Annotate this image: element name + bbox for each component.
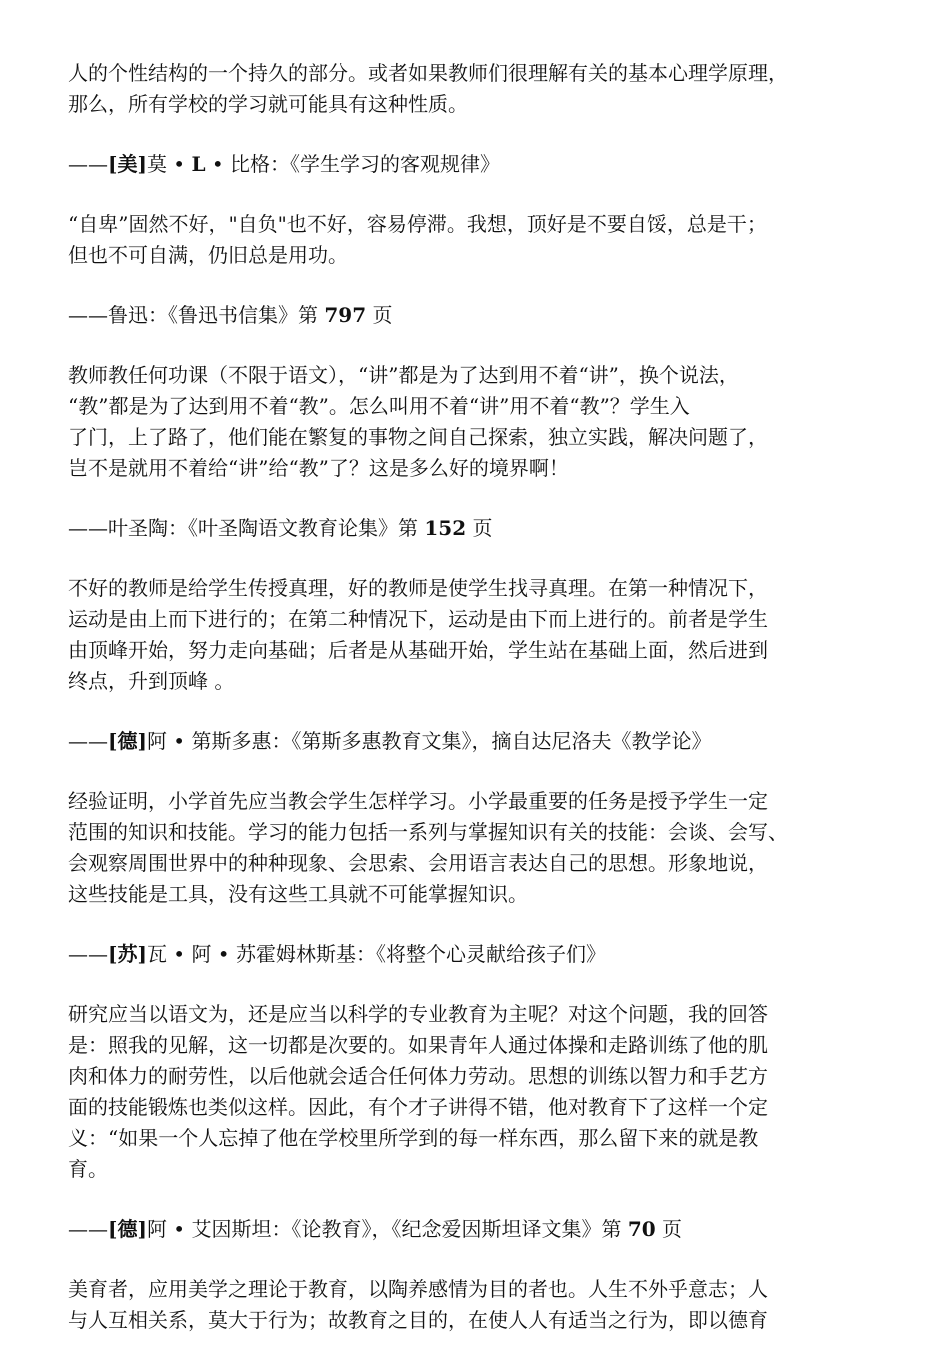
paragraph-line: 是：照我的见解，这一切都是次要的。如果青年人通过体操和走路训练了他的肌 (68, 1033, 768, 1057)
paragraph (68, 786, 860, 910)
spacer (68, 331, 860, 360)
spacer (68, 697, 860, 726)
spacer (68, 544, 860, 573)
paragraph-line: 与人互相关系，莫大于行为；故教育之目的，在使人人有适当之行为，即以德育 (68, 1308, 768, 1332)
paragraph-line: 会观察周围世界中的种种现象、会思索、会用语言表达自己的思想。形象地说， (68, 851, 768, 875)
citation: ——[德]阿 • 第斯多惠：《第斯多惠教育文集》，摘自达尼洛夫《教学论》 (68, 729, 712, 753)
citation: ——叶圣陶：《叶圣陶语文教育论集》第 152 页 (68, 516, 493, 540)
spacer (68, 484, 860, 513)
paragraph-line: 美育者，应用美学之理论于教育，以陶养感情为目的者也。人生不外乎意志；人 (68, 1277, 768, 1301)
spacer (68, 271, 860, 300)
paragraph (68, 1274, 860, 1336)
paragraph-line: 经验证明，小学首先应当教会学生怎样学习。小学最重要的任务是授予学生一定 (68, 789, 768, 813)
paragraph-line: 肉和体力的耐劳性，以后他就会适合任何体力劳动。思想的训练以智力和手艺方 (68, 1064, 768, 1088)
paragraph-line: 育。 (68, 1157, 108, 1181)
document-page (68, 58, 860, 1365)
paragraph-line: 岂不是就用不着给“讲”给“教”了？这是多么好的境界啊！ (68, 456, 569, 480)
paragraph-line: 教师教任何功课（不限于语文），“讲”都是为了达到用不着“讲”，换个说法， (68, 363, 739, 387)
spacer (68, 180, 860, 209)
paragraph-line: 义：“如果一个人忘掉了他在学校里所学到的每一样东西，那么留下来的就是教 (68, 1126, 759, 1150)
paragraph-line: 但也不可自满，仍旧总是用功。 (68, 243, 348, 267)
paragraph-line: 面的技能锻炼也类似这样。因此，有个才子讲得不错，他对教育下了这样一个定 (68, 1095, 768, 1119)
paragraph-line: 了门，上了路了，他们能在繁复的事物之间自己探索，独立实践，解决问题了， (68, 425, 768, 449)
paragraph (68, 360, 860, 484)
citation: ——[美]莫 • L • 比格：《学生学习的客观规律》 (68, 152, 501, 176)
paragraph (68, 209, 860, 271)
paragraph (68, 999, 860, 1185)
paragraph-line: 不好的教师是给学生传授真理，好的教师是使学生找寻真理。在第一种情况下， (68, 576, 768, 600)
paragraph-line: “自卑”固然不好，"自负"也不好，容易停滞。我想，顶好是不要自馁，总是干； (68, 212, 767, 236)
spacer (68, 970, 860, 999)
spacer (68, 910, 860, 939)
spacer (68, 120, 860, 149)
citation: ——[德]阿 • 艾因斯坦：《论教育》，《纪念爱因斯坦译文集》第 70 页 (68, 1217, 683, 1241)
paragraph-line: 运动是由上而下进行的；在第二种情况下，运动是由下而上进行的。前者是学生 (68, 607, 768, 631)
paragraph-line: 范围的知识和技能。学习的能力包括一系列与掌握知识有关的技能：会谈、会写、 (68, 820, 788, 844)
spacer (68, 1185, 860, 1214)
citation: ——[苏]瓦 • 阿 • 苏霍姆林斯基：《将整个心灵献给孩子们》 (68, 942, 606, 966)
paragraph-line: 这些技能是工具，没有这些工具就不可能掌握知识。 (68, 882, 528, 906)
spacer (68, 1336, 860, 1365)
paragraph (68, 58, 860, 120)
paragraph (68, 573, 860, 697)
paragraph-line: 人的个性结构的一个持久的部分。或者如果教师们很理解有关的基本心理学原理， (68, 61, 788, 85)
citation: ——鲁迅：《鲁迅书信集》第 797 页 (68, 303, 393, 327)
paragraph-line: 终点，升到顶峰 。 (68, 669, 235, 693)
spacer (68, 757, 860, 786)
paragraph-line: 研究应当以语文为，还是应当以科学的专业教育为主呢？对这个问题，我的回答 (68, 1002, 768, 1026)
paragraph-line: “教”都是为了达到用不着“教”。怎么叫用不着“讲”用不着“教”？学生入 (68, 394, 690, 418)
paragraph-line: 由顶峰开始，努力走向基础；后者是从基础开始，学生站在基础上面，然后进到 (68, 638, 768, 662)
spacer (68, 1245, 860, 1274)
paragraph-line: 那么，所有学校的学习就可能具有这种性质。 (68, 92, 468, 116)
